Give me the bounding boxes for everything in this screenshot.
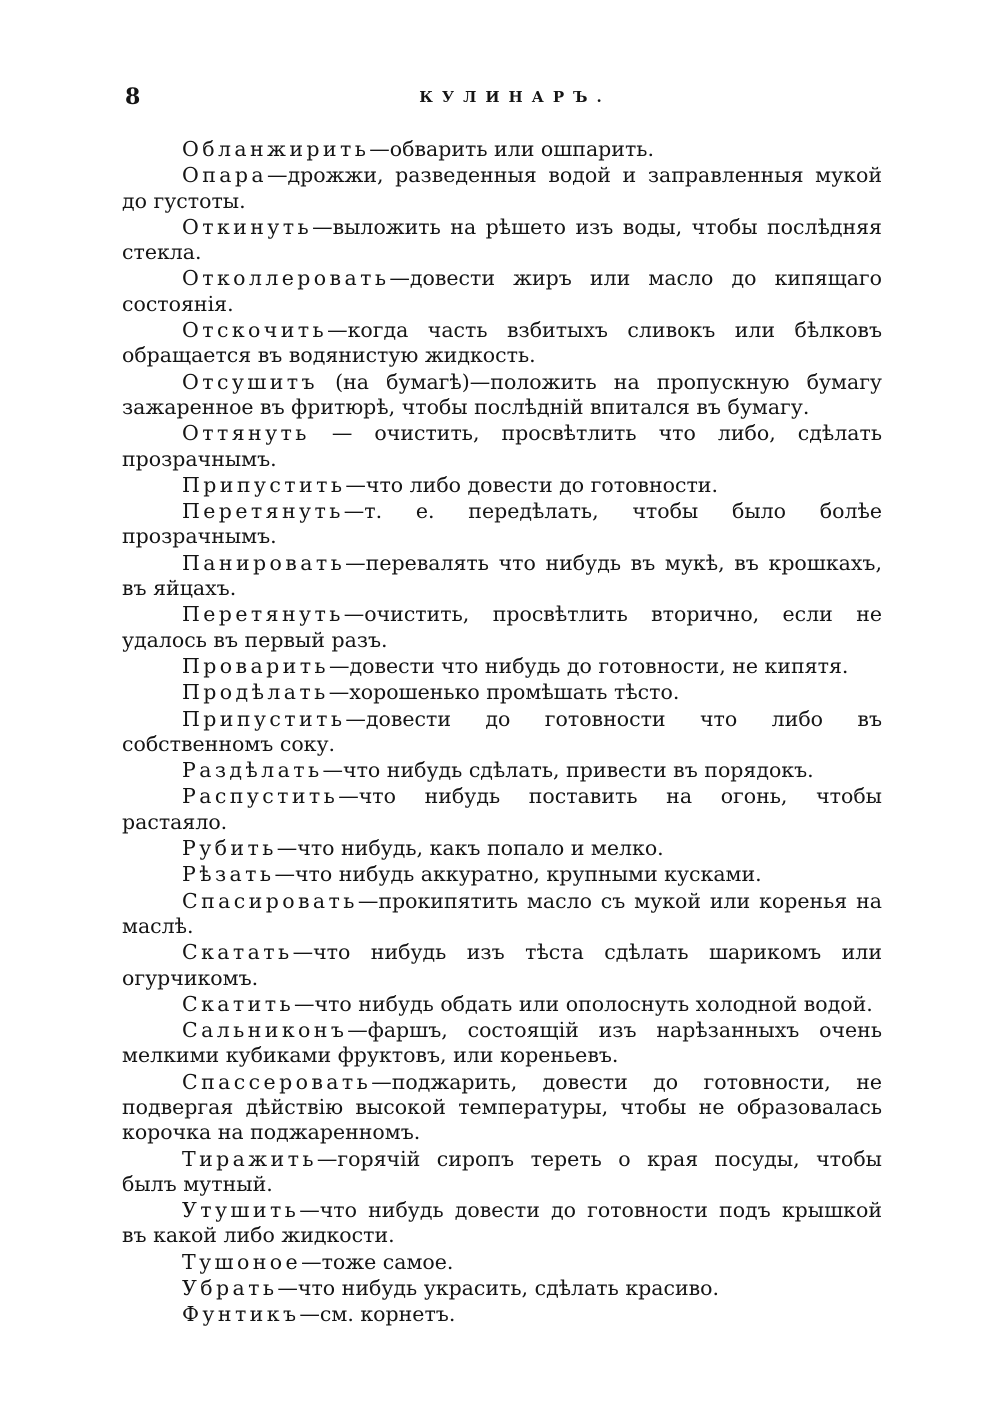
- entry-definition: —очистить, просвѣтлить вторично, если не удалось въ первый разъ.: [122, 602, 882, 652]
- entry-term: Скатать: [182, 940, 293, 965]
- entry-definition: —обварить или ошпарить.: [369, 137, 654, 161]
- glossary-entry: [122, 1018, 882, 1069]
- glossary-entry: [122, 163, 882, 214]
- glossary-entry: [122, 707, 882, 758]
- entry-definition: —довести жиръ или масло до кипящаго состоянія.: [122, 266, 882, 316]
- glossary-entry: [122, 1276, 882, 1301]
- entry-definition: —что нибудь изъ тѣста сдѣлать шарикомъ или огурчикомъ.: [122, 940, 882, 990]
- entry-definition: —когда часть взбитыхъ сливокъ или бѣлковъ обращается въ водянистую жидкость.: [122, 318, 882, 368]
- entry-term: Рубить: [182, 836, 277, 861]
- glossary-entry: [122, 137, 882, 162]
- glossary-entry: [122, 784, 882, 835]
- entry-definition: —выложить на рѣшето изъ воды, чтобы послѣдняя стекла.: [122, 214, 882, 265]
- entry-term: Тиражить: [182, 1146, 317, 1171]
- glossary-entry: [122, 266, 882, 317]
- entry-term: Перетянуть: [182, 602, 344, 627]
- glossary-entry: [122, 499, 882, 550]
- entry-definition: —перевалять что нибудь въ мукѣ, въ крошкахъ, въ яйцахъ.: [122, 550, 882, 601]
- entry-definition: —горячiй сиропъ тереть о края посуды, чтобы былъ мутный.: [122, 1146, 882, 1196]
- glossary-entry: [122, 1198, 882, 1249]
- entry-term: Распустить: [182, 784, 339, 809]
- entry-definition: (на бумагѣ)—положить на пропускную бумагу зажаренное въ фритюрѣ, чтобы послѣднiй впитался въ бумагу.: [122, 369, 882, 419]
- glossary-entry: [122, 940, 882, 991]
- entry-term: Фунтикъ: [182, 1302, 300, 1327]
- entry-definition: —т. е. передѣлать, чтобы было болѣе прозрачнымъ.: [122, 499, 882, 549]
- glossary-entry: [122, 654, 882, 679]
- glossary-entry: [122, 680, 882, 705]
- entry-term: Тушоное: [182, 1249, 302, 1274]
- entry-definition: —тоже самое.: [301, 1249, 454, 1274]
- entry-term: Отскочить: [182, 318, 328, 343]
- glossary-entry: [122, 370, 882, 421]
- glossary-entry: [122, 1070, 882, 1146]
- entry-definition: —что нибудь украсить, сдѣлать красиво.: [277, 1276, 720, 1301]
- entry-term: Скатить: [182, 991, 295, 1016]
- glossary-entry: [122, 1147, 882, 1198]
- entry-definition: —дрожжи, разведенныя водой и заправленныя мукой до густоты.: [122, 163, 882, 213]
- entry-term: Сальниконъ: [182, 1018, 348, 1043]
- entry-definition: —поджарить, довести до готовности, не подвергая дѣйствiю высокой температуры, чтобы не образовалась корочка на поджаренномъ.: [122, 1069, 882, 1145]
- glossary-entry: [122, 862, 882, 887]
- entry-term: Раздѣлать: [182, 758, 323, 783]
- entry-term: Припустить: [182, 706, 346, 731]
- entry-term: Спассеровать: [182, 1069, 372, 1094]
- entry-term: Оттянуть: [182, 421, 310, 446]
- entry-definition: —фаршъ, состоящiй изъ нарѣзанныхъ очень мелкими кубиками фруктовъ, или кореньевъ.: [122, 1018, 882, 1068]
- entry-term: Отколлеровать: [182, 266, 390, 291]
- entry-term: Проварить: [182, 653, 329, 678]
- page-number: 8: [125, 84, 141, 110]
- entry-term: Рѣзать: [182, 862, 275, 887]
- entry-term: Опара: [182, 163, 268, 188]
- entry-term: Отсушитъ: [182, 369, 318, 394]
- glossary-entry: [122, 551, 882, 602]
- entry-definition: —хорошенько промѣшать тѣсто.: [328, 680, 680, 705]
- entry-term: Перетянуть: [182, 499, 344, 524]
- entry-definition: —довести что нибудь до готовности, не кипятя.: [329, 653, 849, 678]
- glossary-entry: [122, 889, 882, 940]
- glossary-entry: [122, 421, 882, 472]
- entry-term: Спасировать: [182, 888, 358, 913]
- entry-definition: —довести до готовности что либо въ собственномъ соку.: [122, 706, 882, 756]
- entry-definition: —что нибудь поставить на огонь, чтобы растаяло.: [122, 784, 882, 834]
- entry-term: Припустить: [182, 472, 346, 497]
- entry-term: Утушить: [182, 1198, 300, 1223]
- running-title: КУЛИНАРЪ.: [419, 88, 611, 106]
- entry-term: Продѣлать: [182, 680, 329, 705]
- entry-definition: —что нибудь довести до готовности подъ крышкой въ какой либо жидкости.: [122, 1198, 882, 1248]
- entry-definition: —что нибудь, какъ попало и мелко.: [276, 836, 664, 861]
- entry-definition: —что нибудь обдать или ополоснуть холодной водой.: [294, 991, 873, 1016]
- entry-term: Обланжирить: [182, 137, 370, 161]
- glossary-entry: [122, 1302, 882, 1327]
- entry-definition: —см. корнетъ.: [299, 1302, 456, 1327]
- glossary-entry: [122, 602, 882, 653]
- glossary-entry: [122, 473, 882, 498]
- entry-definition: —что нибудь аккуратно, крупными кусками.: [274, 862, 762, 887]
- entry-term: Убрать: [182, 1276, 278, 1301]
- glossary-entry: [122, 758, 882, 783]
- entry-term: Откинуть: [182, 214, 313, 239]
- entry-definition: — очистить, просвѣтлить что либо, сдѣлать прозрачнымъ.: [122, 421, 882, 471]
- entry-term: Панировать: [182, 550, 346, 575]
- entry-definition: —прокипятить масло съ мукой или коренья на маслѣ.: [122, 888, 882, 938]
- entry-definition: —что либо довести до готовности.: [345, 472, 718, 497]
- glossary-entry: [122, 1250, 882, 1275]
- glossary-entry: [122, 318, 882, 369]
- glossary-entries: [122, 137, 882, 1329]
- glossary-entry: [122, 836, 882, 861]
- glossary-entry: [122, 992, 882, 1017]
- entry-definition: —что нибудь сдѣлать, привести въ порядокъ.: [322, 758, 814, 783]
- glossary-entry: [122, 215, 882, 266]
